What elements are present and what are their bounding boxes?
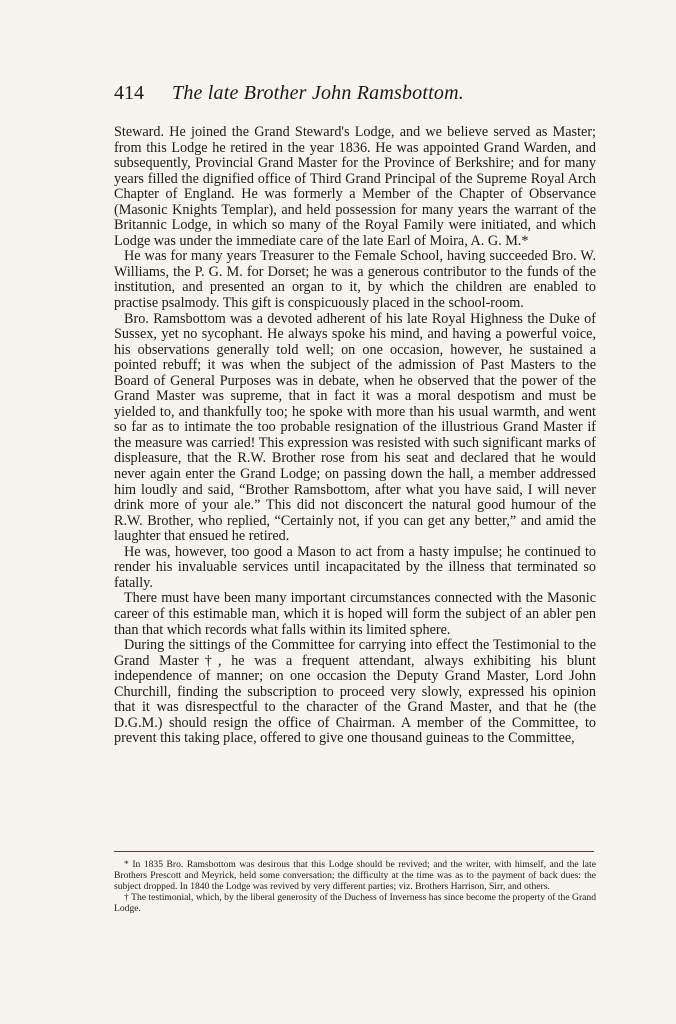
article-body <box>114 125 596 747</box>
paragraph: There must have been many important circumstances connected with the Masonic career of this estimable man, which it is hoped will form the subject of an abler pen than that which records what falls within its limited sphere. <box>114 590 596 638</box>
page-number: 414 <box>114 82 144 104</box>
footnote: * In 1835 Bro. Ramsbottom was desirous that this Lodge should be revived; and the writer, with himself, and the late Brothers Prescott and Meyrick, held some conversation; the difficulty at the time was as to the payment of back dues: the subject dropped. In 1840 the Lodge was revived by very different parties; viz. Brothers Harrison, Sirr, and others. <box>114 859 596 892</box>
footnote: † The testimonial, which, by the liberal generosity of the Duchess of Inverness has since become the property of the Grand Lodge. <box>114 892 596 914</box>
paragraph: He was for many years Treasurer to the Female School, having succeeded Bro. W. Williams, the P. G. M. for Dorset; he was a generous contributor to the funds of the institution, and presented an organ to it, by which the children are enabled to practise psalmody. This gift is conspicuously placed in the school-room. <box>114 248 596 312</box>
paragraph: During the sittings of the Committee for carrying into effect the Testimonial to the Grand Master†, he was a frequent attendant, always exhibiting his blunt independence of manner; on one occasion the Deputy Grand Master, Lord John Churchill, finding the subscription to proceed very slowly, expressed his opinion that it was disrespectful to the character of the Grand Master, and that he (the D.G.M.) should resign the office of Chairman. A member of the Committee, to prevent this taking place, offered to give one thousand guineas to the Committee, <box>114 637 596 747</box>
paragraph: He was, however, too good a Mason to act from a hasty impulse; he continued to render his invaluable services until incapacitated by the illness that terminated so fatally. <box>114 543 596 591</box>
paragraph: Bro. Ramsbottom was a devoted adherent of his late Royal Highness the Duke of Sussex, yet no sycophant. He always spoke his mind, and having a powerful voice, his observations generally told well; on one occasion, however, he sustained a pointed rebuff; it was when the subject of the admission of Past Masters to the Board of General Purposes was in debate, when he observed that the power of the Grand Master was supreme, that in fact it was a moral despotism and must be yielded to, and thankfully too; he spoke with more than his usual warmth, and went so far as to intimate the too probable resignation of the illustrious Grand Master if the measure was carried! This expression was resisted with such significant marks of displeasure, that the R.W. Brother rose from his seat and declared that he would never again enter the Grand Lodge; on passing down the hall, a member addressed him loudly and said, “Brother Ramsbottom, after what you have said, I will never drink more of your ale.” This did not disconcert the natural good humour of the R.W. Brother, who replied, “Certainly not, if you can get any better,” and amid the laughter that ensued he retired. <box>114 310 596 545</box>
page-header <box>114 82 594 108</box>
footnotes <box>114 859 596 914</box>
footnote-divider <box>114 851 594 852</box>
running-title: The late Brother John Ramsbottom. <box>172 82 464 104</box>
paragraph: Steward. He joined the Grand Steward's Lodge, and we believe served as Master; from this Lodge he retired in the year 1836. He was appointed Grand Warden, and subsequently, Provincial Grand Master for the Province of Berkshire; and for many years filled the dignified office of Third Grand Principal of the Supreme Royal Arch Chapter of England. He was formerly a Member of the Chapter of Observance (Masonic Knights Templar), and held possession for many years the warrant of the Britannic Lodge, in which so many of the Royal Family were initiated, and which Lodge was under the immediate care of the late Earl of Moira, A. G. M.* <box>114 124 596 249</box>
